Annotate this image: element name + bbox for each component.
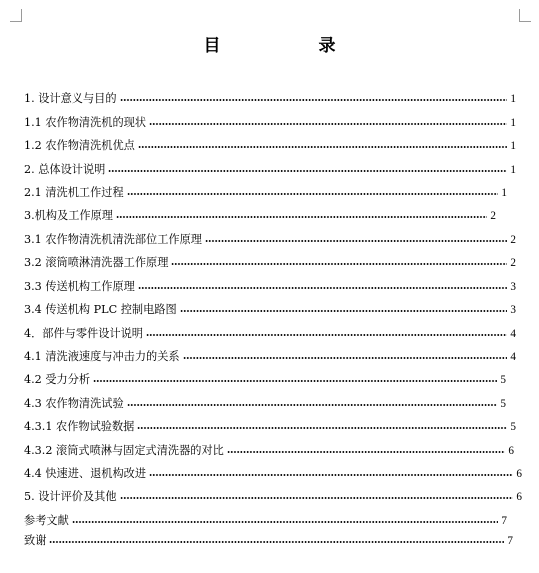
toc-entry-page-number: 7 — [501, 515, 507, 527]
toc-entry[interactable] — [24, 208, 496, 224]
toc-dot-leader — [93, 380, 497, 382]
toc-entry[interactable] — [24, 533, 513, 549]
toc-entry-page-number: 6 — [516, 468, 522, 480]
toc-entry-label: 4.1 清洗液速度与冲击力的关系 — [24, 350, 180, 363]
toc-entry[interactable] — [24, 91, 516, 107]
toc-entry[interactable] — [24, 419, 516, 435]
toc-entry[interactable] — [24, 302, 516, 318]
toc-entry-page-number: 1 — [510, 140, 516, 152]
toc-dot-leader — [183, 357, 508, 359]
toc-entry-label: 2.1 清洗机工作过程 — [24, 186, 124, 199]
toc-dot-leader — [138, 146, 508, 148]
toc-entry-label: 3.3 传送机构工作原理 — [24, 280, 135, 293]
toc-dot-leader — [171, 263, 507, 265]
toc-dot-leader — [180, 310, 508, 312]
toc-dot-leader — [146, 334, 507, 336]
toc-entry[interactable] — [24, 232, 516, 248]
toc-entry-page-number: 5 — [510, 421, 516, 433]
toc-entry[interactable] — [24, 326, 516, 342]
toc-dot-leader — [227, 451, 506, 453]
toc-entry-label: 4.3.2 滚筒式喷淋与固定式清洗器的对比 — [24, 444, 224, 457]
toc-entry-page-number: 2 — [510, 234, 516, 246]
toc-entry[interactable] — [24, 255, 516, 271]
toc-entry-label: 3.2 滚筒喷淋清洗器工作原理 — [24, 256, 169, 269]
toc-dot-leader — [127, 193, 499, 195]
page-title: 目 录 — [203, 36, 382, 56]
toc-entry-label: 2. 总体设计说明 — [24, 163, 106, 176]
toc-entry-page-number: 6 — [516, 491, 522, 503]
toc-dot-leader — [127, 404, 498, 406]
toc-entry[interactable] — [24, 396, 506, 412]
toc-dot-leader — [149, 123, 507, 125]
toc-entry-label: 4.3.1 农作物试验数据 — [24, 420, 135, 433]
toc-entry[interactable] — [24, 513, 507, 529]
toc-entry[interactable] — [24, 185, 507, 201]
toc-entry[interactable] — [24, 372, 506, 388]
toc-entry-label: 1. 设计意义与目的 — [24, 92, 117, 105]
toc-entry-label: 4．部件与零件设计说明 — [24, 327, 143, 340]
toc-entry-label: 4.3 农作物清洗试验 — [24, 397, 124, 410]
toc-entry-page-number: 1 — [510, 164, 516, 176]
toc-dot-leader — [116, 216, 487, 218]
toc-dot-leader — [120, 99, 508, 101]
toc-entry-page-number: 5 — [500, 398, 506, 410]
toc-dot-leader — [205, 240, 507, 242]
toc-entry-label: 5. 设计评价及其他 — [24, 490, 117, 503]
toc-entry-page-number: 2 — [490, 210, 496, 222]
toc-dot-leader — [137, 427, 507, 429]
toc-dot-leader — [49, 541, 504, 543]
toc-entry-page-number: 2 — [510, 257, 516, 269]
toc-entry-label: 4.2 受力分析 — [24, 373, 91, 386]
toc-entry-page-number: 7 — [507, 535, 513, 547]
toc-entry-page-number: 4 — [510, 351, 516, 363]
toc-entry-label: 4.4 快速进、退机构改进 — [24, 467, 147, 480]
toc-dot-leader — [149, 474, 513, 476]
toc-entry-label: 1.2 农作物清洗机优点 — [24, 139, 135, 152]
toc-entry-page-number: 1 — [510, 93, 516, 105]
toc-entry[interactable] — [24, 489, 522, 505]
toc-entry-label: 1.1 农作物清洗机的现状 — [24, 116, 147, 129]
toc-entry[interactable] — [24, 279, 516, 295]
toc-entry[interactable] — [24, 466, 522, 482]
toc-entry-label: 3.1 农作物清洗机清洗部位工作原理 — [24, 233, 202, 246]
toc-dot-leader — [72, 521, 499, 523]
toc-entry-label: 3.机构及工作原理 — [24, 209, 113, 222]
toc-entry-label: 致谢 — [24, 534, 47, 547]
toc-entry-page-number: 1 — [501, 187, 507, 199]
toc-entry-page-number: 4 — [510, 328, 516, 340]
toc-entry[interactable] — [24, 162, 516, 178]
toc-entry[interactable] — [24, 115, 516, 131]
toc-entry-page-number: 5 — [500, 374, 506, 386]
toc-entry[interactable] — [24, 443, 514, 459]
toc-dot-leader — [108, 170, 507, 172]
toc-entry[interactable] — [24, 349, 516, 365]
toc-entry-page-number: 1 — [510, 117, 516, 129]
toc-dot-leader — [120, 497, 514, 499]
toc-entry[interactable] — [24, 138, 516, 154]
toc-entry-page-number: 6 — [508, 445, 514, 457]
toc-dot-leader — [138, 287, 508, 289]
toc-entry-page-number: 3 — [510, 281, 516, 293]
toc-entry-page-number: 3 — [510, 304, 516, 316]
toc-entry-label: 3.4 传送机构 PLC 控制电路图 — [24, 303, 177, 316]
toc-entry-label: 参考文献 — [24, 514, 69, 527]
